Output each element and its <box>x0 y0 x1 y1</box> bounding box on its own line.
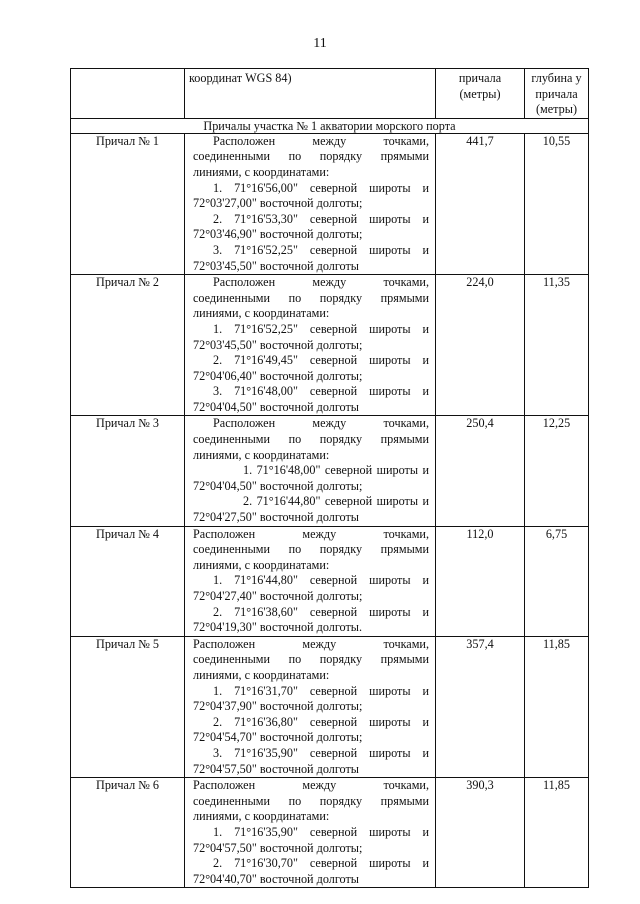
description-line: соединенными по порядку прямыми <box>193 149 429 164</box>
berth-depth: 6,75 <box>525 526 589 636</box>
table-row <box>71 778 589 888</box>
header-empty-cell <box>71 69 185 119</box>
description-line: соединенными по порядку прямыми <box>193 652 429 667</box>
description-line: Расположен между точками, <box>193 636 429 651</box>
description-line: 72°04'40,70" восточной долготы <box>193 871 359 886</box>
table-row <box>71 526 589 636</box>
berth-length: 441,7 <box>436 133 525 274</box>
berth-depth: 11,85 <box>525 636 589 777</box>
berth-name: Причал № 4 <box>71 526 185 636</box>
berth-name: Причал № 3 <box>71 416 185 526</box>
berth-description <box>185 526 436 636</box>
table-row <box>71 133 589 274</box>
description-line: 72°03'27,00" восточной долготы; <box>193 196 363 211</box>
description-line: линиями, с координатами: <box>193 447 330 462</box>
description-line: 2. 71°16'53,30" северной широты и <box>213 211 429 226</box>
page-number: 11 <box>313 36 327 51</box>
table-row <box>71 636 589 777</box>
berth-name: Причал № 2 <box>71 275 185 416</box>
berth-description <box>185 778 436 888</box>
berth-length: 357,4 <box>436 636 525 777</box>
berth-length: 390,3 <box>436 778 525 888</box>
description-line: 72°04'54,70" восточной долготы; <box>193 730 363 745</box>
header-length: причала (метры) <box>436 69 525 119</box>
description-line: 72°04'27,40" восточной долготы; <box>193 589 363 603</box>
description-line: 1. 71°16'31,70" северной широты и <box>213 683 429 698</box>
description-line: 72°04'57,50" восточной долготы <box>193 761 359 776</box>
description-line: 72°04'19,30" восточной долготы. <box>193 620 363 635</box>
berth-depth: 11,35 <box>525 275 589 416</box>
section-title: Причалы участка № 1 акватории морского порта <box>71 118 589 133</box>
berth-depth: 11,85 <box>525 778 589 888</box>
description-line: соединенными по порядку прямыми <box>193 793 429 808</box>
berth-length: 250,4 <box>436 416 525 526</box>
description-line: 2. 71°16'30,70" северной широты и <box>213 856 429 871</box>
berth-description <box>185 133 436 274</box>
description-line: 1. 71°16'52,25" северной широты и <box>213 321 429 336</box>
description-line: 72°04'06,40" восточной долготы; <box>193 368 363 383</box>
description-line: 72°04'37,90" восточной долготы; <box>193 699 363 714</box>
description-line: 1. 71°16'35,90" северной широты и <box>213 824 429 839</box>
description-line: линиями, с координатами: <box>193 306 330 321</box>
description-line: соединенными по порядку прямыми <box>193 290 429 305</box>
berth-description <box>185 275 436 416</box>
description-line: 2. 71°16'38,60" северной широты и <box>213 604 429 619</box>
description-line: соединенными по порядку прямыми <box>193 432 429 447</box>
berth-description <box>185 416 436 526</box>
description-line: линиями, с координатами: <box>193 557 330 572</box>
description-line: 3. 71°16'52,25" северной широты и <box>213 242 429 257</box>
table-row <box>71 416 589 526</box>
header-coordinates: координат WGS 84) <box>185 69 436 119</box>
description-line: 1. 71°16'44,80" северной широты и <box>213 573 429 588</box>
description-line: 72°03'45,50" восточной долготы; <box>193 337 363 352</box>
berth-name: Причал № 5 <box>71 636 185 777</box>
berth-name: Причал № 6 <box>71 778 185 888</box>
table-header-row <box>71 69 589 119</box>
description-line: 72°04'04,50" восточной долготы <box>193 399 359 414</box>
berth-depth: 12,25 <box>525 416 589 526</box>
berth-length: 112,0 <box>436 526 525 636</box>
description-line: 1. 71°16'56,00" северной широты и <box>213 180 429 195</box>
table-row <box>71 275 589 416</box>
description-line: соединенными по порядку прямыми <box>193 542 429 557</box>
berth-depth: 10,55 <box>525 133 589 274</box>
description-line: 72°03'46,90" восточной долготы; <box>193 227 363 242</box>
description-line: Расположен между точками, <box>213 133 429 148</box>
description-line: Расположен между точками, <box>193 526 429 541</box>
description-line: 1. 71°16'48,00" северной широты и <box>243 463 429 478</box>
description-line: 2. 71°16'44,80" северной широты и <box>243 494 429 509</box>
description-line: линиями, с координатами: <box>193 164 330 179</box>
berth-name: Причал № 1 <box>71 133 185 274</box>
description-line: 2. 71°16'49,45" северной широты и <box>213 353 429 368</box>
description-line: линиями, с координатами: <box>193 809 330 824</box>
description-line: 3. 71°16'35,90" северной широты и <box>213 745 429 760</box>
header-depth: глубина у причала (метры) <box>525 69 589 119</box>
berths-table <box>70 68 589 888</box>
description-line: 72°04'57,50" восточной долготы; <box>193 840 363 855</box>
description-line: 3. 71°16'48,00" северной широты и <box>213 384 429 399</box>
description-line: Расположен между точками, <box>193 778 429 793</box>
description-line: 72°03'45,50" восточной долготы <box>193 258 359 273</box>
description-line: Расположен между точками, <box>213 416 429 431</box>
section-title-row <box>71 118 589 133</box>
description-line: Расположен между точками, <box>213 275 429 290</box>
berth-length: 224,0 <box>436 275 525 416</box>
description-line: 2. 71°16'36,80" северной широты и <box>213 714 429 729</box>
description-line: 72°04'04,50" восточной долготы; <box>193 478 363 493</box>
description-line: 72°04'27,50" восточной долготы <box>193 510 359 525</box>
berth-description <box>185 636 436 777</box>
description-line: линиями, с координатами: <box>193 667 330 682</box>
